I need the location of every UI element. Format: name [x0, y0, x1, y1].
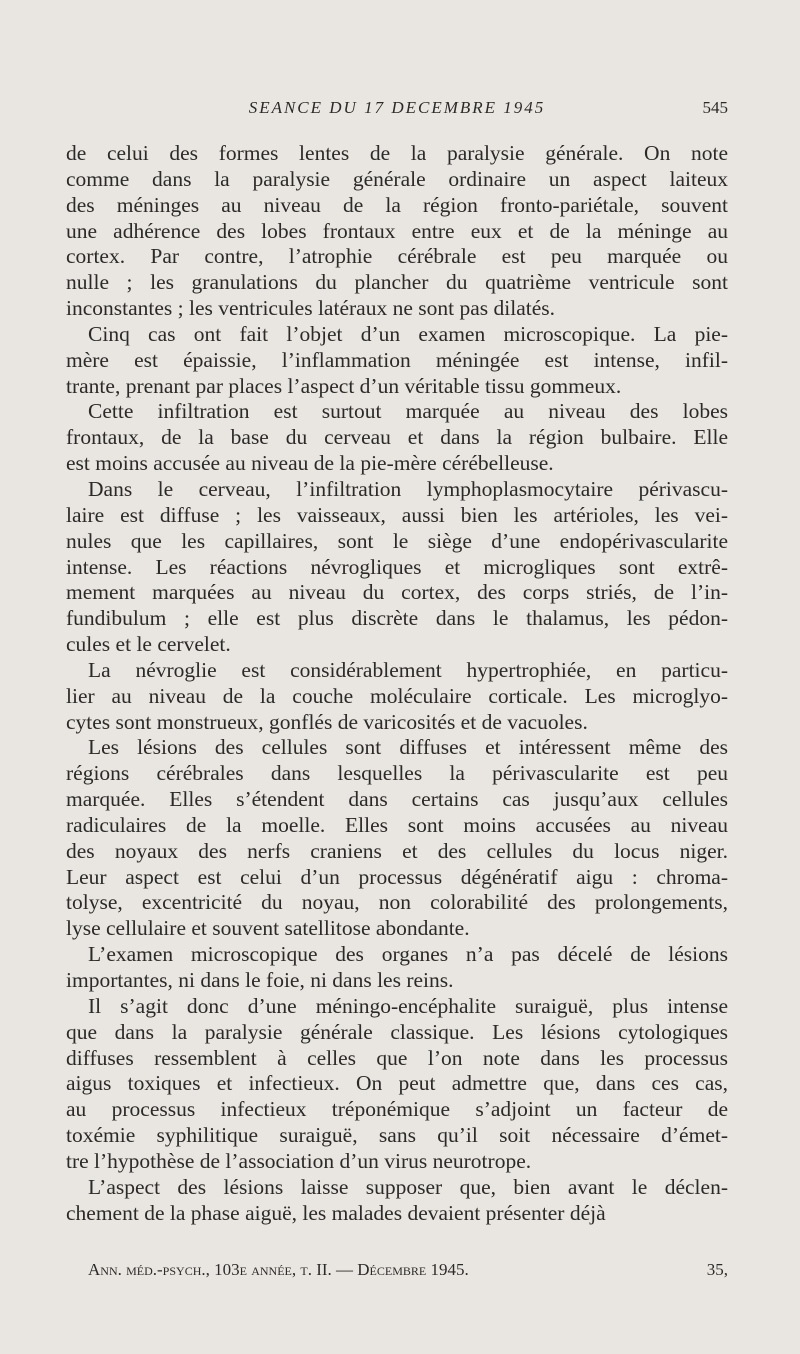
text-line: radiculaires de la moelle. Elles sont moins accusées au niveau: [66, 812, 728, 837]
text-line: diffuses ressemblent à celles que l’on note dans les processus: [66, 1045, 728, 1070]
paragraph: [66, 477, 728, 658]
text-line: au processus infectieux tréponémique s’adjoint un facteur de: [66, 1097, 728, 1122]
text-line: de celui des formes lentes de la paralysie générale. On note: [66, 141, 728, 165]
paragraph: [66, 942, 728, 994]
journal-reference: Ann. méd.-psych., 103e année, t. II. — Décembre 1945.: [88, 1260, 469, 1279]
text-line: lier au niveau de la couche moléculaire corticale. Les microglyo-: [66, 683, 728, 708]
text-line: chement de la phase aiguë, les malades devaient présenter déjà: [66, 1200, 606, 1225]
paragraph: [66, 1175, 728, 1227]
text-line: marquée. Elles s’étendent dans certains cas jusqu’aux cellules: [66, 787, 728, 812]
text-line: L’aspect des lésions laisse supposer que, bien avant le déclen-: [88, 1174, 728, 1199]
text-line: cules et le cervelet.: [66, 632, 231, 657]
text-line: importantes, ni dans le foie, ni dans les reins.: [66, 968, 454, 992]
text-line: inconstantes ; les ventricules latéraux ne sont pas dilatés.: [66, 296, 555, 321]
running-title: SEANCE DU 17 DECEMBRE 1945: [248, 98, 546, 117]
text-line: des méninges au niveau de la région fronto-pariétale, souvent: [66, 192, 728, 217]
body-text: [66, 141, 728, 1226]
paragraph: [66, 658, 728, 736]
text-line: nulle ; les granulations du plancher du quatrième ventricule sont: [66, 270, 728, 295]
text-line: une adhérence des lobes frontaux entre eux et de la méninge au: [66, 218, 728, 243]
text-line: trante, prenant par places l’aspect d’un véritable tissu gommeux.: [66, 373, 622, 398]
paragraph: [66, 322, 728, 400]
text-line: fundibulum ; elle est plus discrète dans le thalamus, les pédon-: [66, 606, 728, 631]
paragraph: [66, 141, 728, 322]
text-line: mère est épaissie, l’inflammation méningée est intense, infil-: [66, 347, 728, 372]
text-line: est moins accusée au niveau de la pie-mère cérébelleuse.: [66, 451, 554, 476]
text-line: tolyse, excentricité du noyau, non colorabilité des prolongements,: [66, 890, 728, 915]
text-line: Cette infiltration est surtout marquée au niveau des lobes: [88, 399, 728, 424]
text-line: intense. Les réactions névrogliques et microgliques sont extrê-: [66, 554, 728, 579]
page-header: [66, 98, 728, 124]
text-line: laire est diffuse ; les vaisseaux, aussi bien les artérioles, les vei-: [66, 502, 728, 527]
signature-mark: 35,: [706, 1260, 728, 1279]
text-line: des noyaux des nerfs craniens et des cellules du locus niger.: [66, 838, 728, 863]
text-line: tre l’hypothèse de l’association d’un virus neurotrope.: [66, 1148, 532, 1173]
page-number: 545: [702, 98, 728, 117]
text-line: régions cérébrales dans lesquelles la périvascularite est peu: [66, 761, 728, 786]
text-line: frontaux, de la base du cerveau et dans la région bulbaire. Elle: [66, 425, 728, 450]
text-line: toxémie syphilitique suraiguë, sans qu’il soit nécessaire d’émet-: [66, 1123, 728, 1148]
text-line: lyse cellulaire et souvent satellitose abondante.: [66, 916, 470, 941]
text-line: Il s’agit donc d’une méningo-encéphalite suraiguë, plus intense: [88, 993, 728, 1018]
page-footer: [88, 1260, 728, 1284]
text-line: L’examen microscopique des organes n’a pas décelé de lésions: [88, 942, 728, 967]
text-line: cytes sont monstrueux, gonflés de varicosités et de vacuoles.: [66, 709, 588, 734]
text-line: nules que les capillaires, sont le siège d’une endopérivascularite: [66, 528, 728, 553]
text-line: Leur aspect est celui d’un processus dégénératif aigu : chroma-: [66, 864, 728, 889]
text-line: aigus toxiques et infectieux. On peut admettre que, dans ces cas,: [66, 1071, 728, 1096]
text-line: La névroglie est considérablement hypertrophiée, en particu-: [88, 657, 728, 682]
text-line: Cinq cas ont fait l’objet d’un examen microscopique. La pie-: [88, 321, 728, 346]
text-line: que dans la paralysie générale classique. Les lésions cytologiques: [66, 1019, 728, 1044]
text-line: Dans le cerveau, l’infiltration lymphoplasmocytaire périvascu-: [88, 476, 728, 501]
paragraph: [66, 994, 728, 1175]
text-line: Les lésions des cellules sont diffuses et intéressent même des: [88, 735, 728, 760]
text-line: mement marquées au niveau du cortex, des corps striés, de l’in-: [66, 580, 728, 605]
text-line: comme dans la paralysie générale ordinaire un aspect laiteux: [66, 166, 728, 191]
paragraph: [66, 735, 728, 942]
text-line: cortex. Par contre, l’atrophie cérébrale est peu marquée ou: [66, 244, 728, 269]
paragraph: [66, 399, 728, 477]
